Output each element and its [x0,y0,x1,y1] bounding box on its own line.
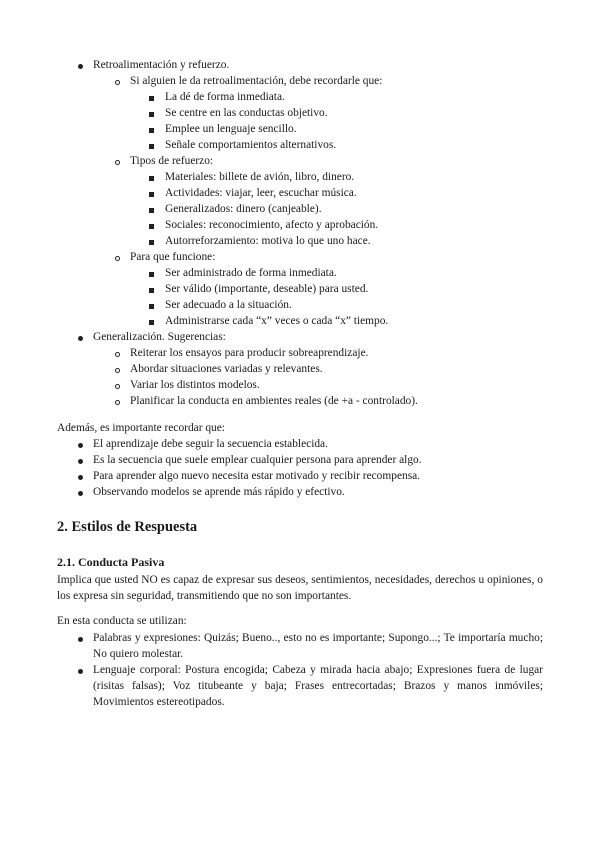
bullet-disc [78,336,83,341]
list-item: Ser adecuado a la situación. [165,299,292,311]
list-item: Generalizados: dinero (canjeable). [165,203,322,215]
list-item-generalizacion: Generalización. Sugerencias: [93,331,226,343]
bullet-square [149,288,154,293]
list-item: Para aprender algo nuevo necesita estar motivado y recibir recompensa. [93,470,421,482]
list-item: Actividades: viajar, leer, escuchar música. [165,187,357,199]
sub-item-para-que-funcione: Para que funcione: [130,251,216,263]
bullet-square [149,240,154,245]
section-heading: 2. Estilos de Respuesta [57,519,198,535]
sub-item-tipos-refuerzo: Tipos de refuerzo: [130,155,214,167]
bullet-disc [78,491,83,496]
list-item: Reiterar los ensayos para producir sobreaprendizaje. [130,347,369,359]
used-intro: En esta conducta se utilizan: [57,615,187,627]
list-item: Materiales: billete de avión, libro, dinero. [165,171,355,183]
bullet-square [149,272,154,277]
bullet-circle [115,256,120,261]
bullet-disc [78,64,83,69]
list-item: Administrarse cada “x” veces o cada “x” tiempo. [165,315,389,327]
bullet-square [149,144,154,149]
bullet-square [149,112,154,117]
bullet-circle [115,384,120,389]
bullet-circle [115,352,120,357]
bullet-square [149,304,154,309]
sub-item-retro-feedback: Si alguien le da retroalimentación, debe recordarle que: [130,75,383,87]
bullet-square [149,192,154,197]
bullet-circle [115,80,120,85]
bullet-circle [115,160,120,165]
list-item: Ser administrado de forma inmediata. [165,267,337,279]
list-item: Lenguaje corporal: Postura encogida; Cabeza y mirada hacia abajo; Expresiones fuera de lugar (risitas falsas); Voz titubeante y baja; Frases entrecortadas; Brazos y manos inmóviles; Movimientos estereotipados. [93,664,543,708]
description-paragraph: Implica que usted NO es capaz de expresar sus deseos, sentimientos, necesidades, derechos u opiniones, o los expresa sin seguridad, transmitiendo que no son importantes. [57,574,543,602]
list-item: Autorreforzamiento: motiva lo que uno hace. [165,235,371,247]
bullet-square [149,176,154,181]
bullet-disc [78,443,83,448]
list-item: Señale comportamientos alternativos. [165,139,337,151]
list-item-retroalimentacion: Retroalimentación y refuerzo. [93,59,230,71]
remember-intro: Además, es importante recordar que: [57,422,225,434]
bullet-square [149,208,154,213]
list-item: Emplee un lenguaje sencillo. [165,123,297,135]
list-item: Se centre en las conductas objetivo. [165,107,328,119]
bullet-circle [115,400,120,405]
list-item: El aprendizaje debe seguir la secuencia establecida. [93,438,328,450]
bullet-disc [78,637,83,642]
bullet-square [149,224,154,229]
list-item: Palabras y expresiones: Quizás; Bueno.., esto no es importante; Supongo...; Te importaría mucho; No quiero molestar. [93,632,543,660]
list-item: Variar los distintos modelos. [130,379,260,391]
list-item: Observando modelos se aprende más rápido y efectivo. [93,486,345,498]
bullet-disc [78,459,83,464]
bullet-square [149,128,154,133]
bullet-circle [115,368,120,373]
bullet-square [149,96,154,101]
list-item: Ser válido (importante, deseable) para usted. [165,283,369,295]
bullet-disc [78,475,83,480]
list-item: Es la secuencia que suele emplear cualquier persona para aprender algo. [93,454,422,466]
list-item: La dé de forma inmediata. [165,91,285,103]
list-item: Abordar situaciones variadas y relevantes. [130,363,323,375]
list-item: Planificar la conducta en ambientes reales (de +a - controlado). [130,395,418,407]
list-item: Sociales: reconocimiento, afecto y aprobación. [165,219,379,231]
subsection-heading: 2.1. Conducta Pasiva [57,555,165,569]
bullet-square [149,320,154,325]
bullet-disc [78,669,83,674]
